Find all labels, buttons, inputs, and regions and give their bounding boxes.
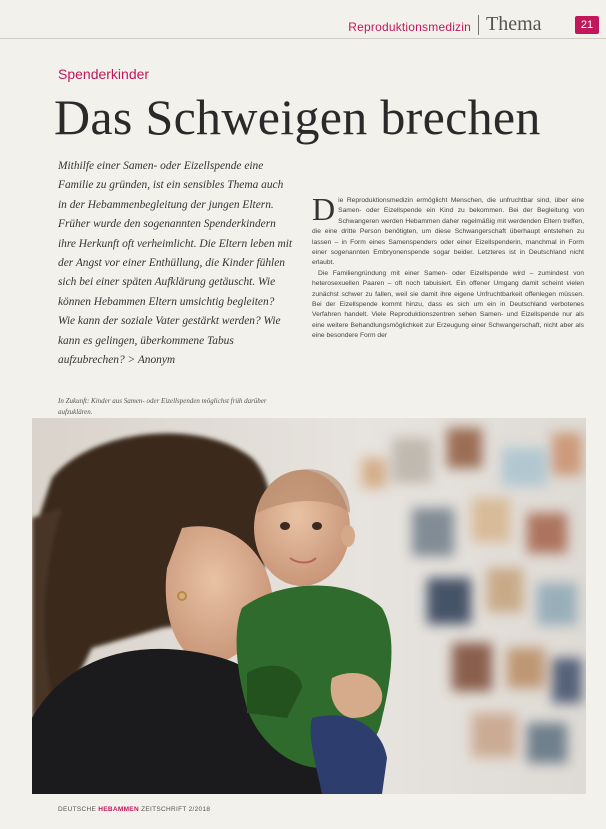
body-first-text: ie Reproduktionsmedizin ermöglicht Menschen, die unfruchtbar sind, über eine Samen- oder Eizellspende ein Kind zu bekommen. Bei der Begleitung von Schwangeren werden Hebammen daher regelmäßig mit werdenden Eltern treffen, die eine dritte Person benötigten, um diese Schwangerschaft überhaupt entstehen zu lassen – in Form eines Samenspenders oder einer Eizellspenderin, manchmal in Form einer sogenannten Embryonenspende sogar beider. Letzteres ist in Deutschland nicht erlaubt. bbox=[312, 197, 584, 267]
section-label: Reproduktionsmedizin bbox=[348, 20, 471, 34]
body-column bbox=[312, 191, 584, 342]
page-number-badge: 21 bbox=[575, 16, 599, 34]
page-header bbox=[0, 0, 606, 44]
header-separator bbox=[478, 15, 479, 35]
kicker: Spenderkinder bbox=[58, 66, 150, 82]
drop-cap: D bbox=[312, 191, 336, 227]
photo-mother-with-baby bbox=[32, 418, 586, 794]
photo-caption: In Zukunft: Kinder aus Samen- oder Eizellspenden möglichst früh darüber aufzuklären. bbox=[58, 397, 267, 416]
body-paragraph bbox=[312, 191, 584, 269]
thema-label: Thema bbox=[486, 13, 542, 35]
page-footer bbox=[58, 806, 210, 813]
footer-suffix: ZEITSCHRIFT 2/2018 bbox=[141, 806, 211, 813]
lead-text: Mithilfe einer Samen- oder Eizellspende eine Familie zu gründen, ist ein sensibles Thema auch in der Hebammenbegleitung der jungen Eltern. Früher wurde den sogenannten Spenderkindern ihre Herkunft oft verheimlicht. Die Eltern leben mit der Angst vor einer Enthüllung, die Kinder fühlen sich bei einer späten Aufklärung getäuscht. Wie können Hebammen Eltern umsichtig begleiten? Wie kann der soziale Vater gestärkt werden? Wie kann es gelingen, überkommene Tabus aufzubrechen? > Anonym bbox=[58, 160, 293, 367]
header-rule bbox=[0, 38, 606, 39]
headline: Das Schweigen brechen bbox=[54, 89, 541, 145]
footer-prefix: DEUTSCHE bbox=[58, 806, 97, 813]
body-paragraph: Die Familiengründung mit einer Samen- oder Eizellspende wird – zumindest von heterosexuellen Paaren – oft noch tabuisiert. Ein offener Umgang damit scheint vielen zunächst schwer zu fallen, weil sie damit ihre eigene Unfruchtbarkeit offenlegen müssen. Bei der Eizellspende kommt hinzu, dass es sich um ein in Deutschland verbotenes Verfahren handelt. Viele Reproduktionszentren sehen Samen- und Eizellspende nur als eine weitere Behandlungsmöglichkeit zur Erzeugung einer Schwangerschaft, nicht aber als eine besondere Form der bbox=[312, 269, 584, 340]
footer-brand: HEBAMMEN bbox=[98, 806, 139, 813]
